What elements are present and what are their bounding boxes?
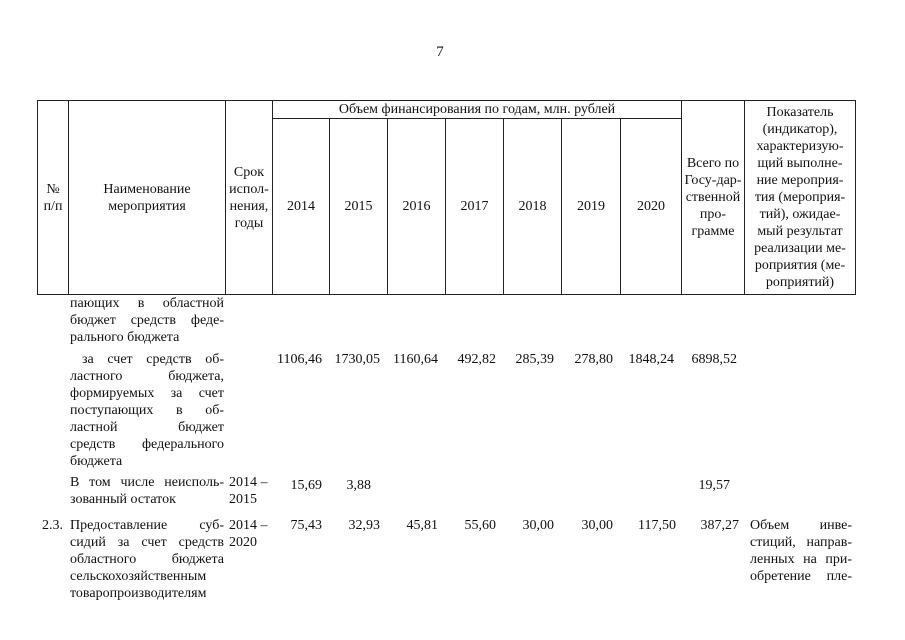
value-2014: 1106,46	[277, 352, 322, 367]
row-name-line: областного бюджета	[70, 552, 224, 567]
value-2016: 1160,64	[393, 352, 438, 367]
table-header	[37, 100, 856, 295]
row-term	[229, 474, 273, 508]
value-2014: 15,69	[290, 478, 322, 493]
value-2019: 278,80	[574, 352, 613, 367]
value-total: 6898,52	[691, 352, 737, 367]
value-2015: 3,88	[346, 478, 371, 493]
header-year: 2018	[504, 119, 562, 295]
row-name-line: средств федерального	[70, 437, 224, 452]
row-name-line: пающих в областной	[70, 296, 224, 311]
indicator-line: ленных на при-	[750, 552, 852, 567]
header-year: 2019	[562, 119, 621, 295]
value-2019: 30,00	[581, 518, 613, 533]
row-name-line: бюджет средств феде-	[70, 313, 224, 328]
row-name-line: В том числе неисполь-	[70, 475, 224, 490]
indicator-line: обретение пле-	[750, 569, 852, 584]
value-total: 387,27	[700, 518, 739, 533]
row-name-line: за счет средств об-	[82, 352, 224, 367]
table-row	[70, 295, 224, 346]
header-year: 2020	[621, 119, 682, 295]
row-number: 2.3.	[42, 518, 63, 533]
header-total: Всего по Госу-дар-ственной про-грамме	[682, 101, 745, 295]
header-number: № п/п	[38, 101, 69, 295]
row-name-line: рального бюджета	[70, 330, 180, 345]
indicator-line: Объем инве-	[750, 518, 852, 533]
table-body	[0, 295, 905, 640]
value-2017: 492,82	[457, 352, 496, 367]
row-name-line: сельскохозяйственным	[70, 569, 207, 584]
row-term	[229, 517, 273, 551]
row-name-line: сидий за счет средств	[70, 535, 224, 550]
row-name-line: ластной бюджет	[70, 420, 224, 435]
table-row	[70, 474, 224, 508]
header-year: 2014	[273, 119, 330, 295]
row-term-line: 2015	[229, 492, 257, 507]
row-term-line: 2020	[229, 535, 257, 550]
header-name: Наименование мероприятия	[69, 101, 226, 295]
row-term-line: 2014 –	[229, 518, 268, 533]
table-row	[70, 351, 224, 470]
table-row	[70, 517, 224, 602]
row-name-line: ластного бюджета,	[70, 369, 224, 384]
row-name-line: поступающих в об-	[70, 403, 224, 418]
value-2018: 285,39	[515, 352, 554, 367]
header-funding: Объем финансирования по годам, млн. рублей	[273, 101, 682, 119]
row-indicator	[750, 517, 852, 585]
value-2018: 30,00	[522, 518, 554, 533]
value-2015: 32,93	[348, 518, 380, 533]
row-name-line: зованный остаток	[70, 492, 176, 507]
row-name-line: Предоставление суб-	[70, 518, 224, 533]
header-term: Срок испол-нения, годы	[226, 101, 273, 295]
page-number: 7	[436, 44, 444, 60]
header-year: 2017	[446, 119, 504, 295]
row-term-line: 2014 –	[229, 475, 268, 490]
value-2014: 75,43	[290, 518, 322, 533]
value-2020: 1848,24	[628, 352, 674, 367]
header-year: 2015	[330, 119, 388, 295]
row-name-line: товаропроизводителям	[70, 586, 207, 601]
value-2015: 1730,05	[334, 352, 380, 367]
indicator-line: стиций, направ-	[750, 535, 852, 550]
row-name-line: формируемых за счет	[70, 386, 224, 401]
header-indicator: Показатель (индикатор), характеризую-щий выполне-ние мероприя-тия (мероприя-тий), ожидае-мый результат реализации ме-роприятия (ме-роприятий)	[745, 101, 856, 295]
value-2017: 55,60	[464, 518, 496, 533]
value-2020: 117,50	[638, 518, 676, 533]
header-year: 2016	[388, 119, 446, 295]
value-2016: 45,81	[406, 518, 438, 533]
row-name-line: бюджета	[70, 454, 123, 469]
value-total: 19,57	[698, 478, 730, 493]
